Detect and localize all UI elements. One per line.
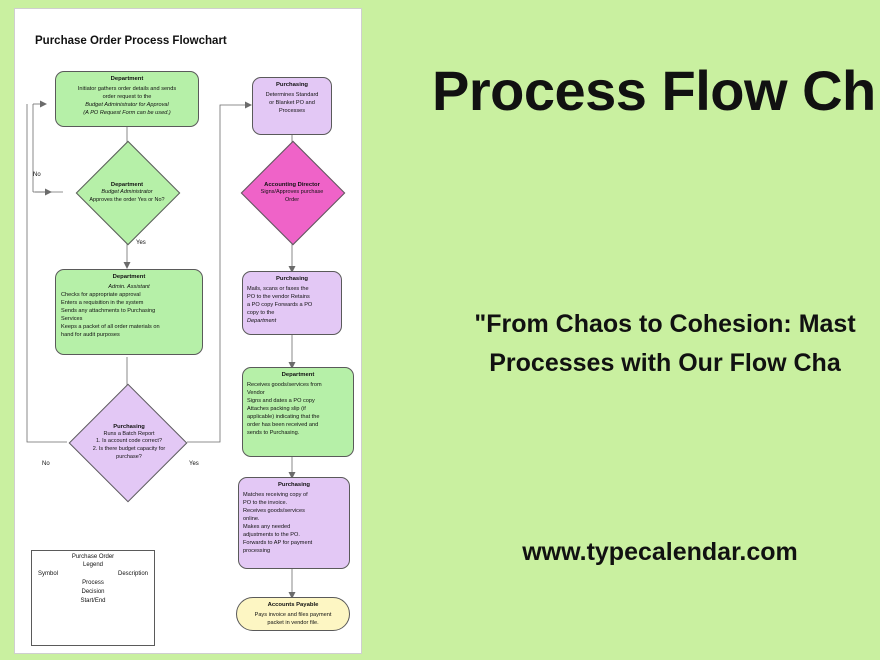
node-line: or Blanket PO and <box>269 99 315 106</box>
node-line: Receives goods/services from <box>247 381 322 388</box>
legend-subtitle: Legend <box>82 561 104 568</box>
node-line: Mails, scans or faxes the <box>247 285 309 292</box>
node-line: 1. Is account code correct? <box>95 438 163 445</box>
node-line: Signs and dates a PO copy <box>247 397 315 404</box>
node-line: copy to the <box>247 309 275 316</box>
node-line: a PO copy Forwards a PO <box>247 301 313 308</box>
node-line-italic: Department <box>247 318 277 324</box>
node-line: online. <box>243 515 260 522</box>
node-line: Matches receiving copy of <box>243 491 308 498</box>
node-text <box>238 181 346 204</box>
node-line: Runs a Batch Report <box>103 430 155 437</box>
node-line: purchase? <box>116 453 142 460</box>
node-header: Department <box>112 274 146 280</box>
node-purchasing-determines <box>252 77 332 135</box>
node-line: applicable) indicating that the <box>247 414 320 420</box>
legend-columns <box>32 569 154 578</box>
promo-tagline-line1: "From Chaos to Cohesion: Mast <box>474 310 856 338</box>
legend-row-decision: Decision <box>81 588 105 595</box>
node-line: PO to the vendor Retains <box>247 293 310 300</box>
node-line: 2. Is there budget capacity for <box>92 446 166 453</box>
node-line-italic: Budget Administrator for Approval <box>85 101 169 108</box>
node-text <box>61 181 193 204</box>
node-line: Determines Standard <box>265 91 319 98</box>
node-header: Purchasing <box>113 423 145 430</box>
legend-col-description: Description <box>117 570 148 577</box>
node-line: Keeps a packet of all order materials on <box>61 324 160 331</box>
node-line: Signs/Approves purchase <box>260 189 324 196</box>
node-line-italic: Admin. Assistant <box>108 283 150 290</box>
legend-row-startend: Start/End <box>80 597 106 604</box>
edge-label-yes-bottom: Yes <box>189 461 199 467</box>
node-text <box>55 423 203 462</box>
edge-label-no-top: No <box>33 172 41 178</box>
node-line: Forwards to AP for payment <box>243 540 313 547</box>
node-line: Checks for appropriate approval <box>61 291 141 298</box>
legend-box <box>31 550 155 646</box>
promo-tagline <box>430 305 880 383</box>
legend-col-symbol: Symbol <box>38 570 59 577</box>
node-line: order has been received and <box>247 422 319 429</box>
flowchart-panel <box>14 8 362 654</box>
node-dept-admin-assistant <box>55 269 203 355</box>
node-line: order request to the <box>102 93 152 100</box>
node-dept-initiator <box>55 71 199 127</box>
edge-label-yes-top: Yes <box>136 240 146 246</box>
legend-row-process: Process <box>82 579 104 586</box>
node-header: Purchasing <box>277 482 311 488</box>
node-purchasing-matches <box>238 477 350 569</box>
node-dept-receives <box>242 367 354 457</box>
flowchart-title: Purchase Order Process Flowchart <box>35 35 227 47</box>
node-line: Pays invoice and files payment <box>254 611 332 618</box>
node-purchasing-mails <box>242 271 342 335</box>
node-line: Order <box>284 197 300 204</box>
node-line: hand for audit purposes <box>61 332 120 339</box>
node-header: Purchasing <box>275 82 309 88</box>
node-line: Vendor <box>247 389 265 396</box>
node-line: Processes <box>278 107 306 114</box>
node-line-italic: Budget Administrator <box>101 189 153 196</box>
node-line: sends to Purchasing. <box>247 430 300 437</box>
edge-label-no-bottom: No <box>42 461 50 467</box>
node-dept-budget-decision <box>61 157 193 229</box>
node-accounting-director <box>238 157 346 229</box>
node-header: Purchasing <box>275 276 309 282</box>
promo-website: www.typecalendar.com <box>522 538 798 566</box>
node-line: Sends any attachments to Purchasing <box>61 307 156 314</box>
node-purchasing-batch <box>55 399 203 485</box>
node-line: PO to the invoice. <box>243 499 288 506</box>
node-accounts-payable <box>236 597 350 631</box>
node-line-italic: (A PO Request Form can be used.) <box>83 109 171 116</box>
node-line: packet in vendor file. <box>267 619 319 626</box>
node-line: Makes any needed <box>243 524 291 530</box>
node-line: Receives goods/services <box>243 507 305 514</box>
node-line: Attaches packing slip (if <box>247 405 306 412</box>
node-header: Department <box>110 76 144 82</box>
node-line: Services <box>61 316 83 322</box>
node-header: Accounts Payable <box>267 602 319 608</box>
node-line: Enters a requisition in the system <box>61 299 144 306</box>
node-line: Initiator gathers order details and sends <box>77 85 177 92</box>
node-header: Accounting Director <box>264 182 320 189</box>
node-header: Department <box>281 372 315 378</box>
node-line: processing <box>243 548 271 555</box>
promo-headline: Process Flow Ch <box>432 59 876 122</box>
node-header: Department <box>110 182 144 189</box>
promo-tagline-line2: Processes with Our Flow Cha <box>489 348 841 377</box>
node-line: Approves the order Yes or No? <box>89 197 165 204</box>
node-line: adjustments to the PO. <box>243 532 300 539</box>
legend-title: Purchase Order <box>71 554 115 560</box>
